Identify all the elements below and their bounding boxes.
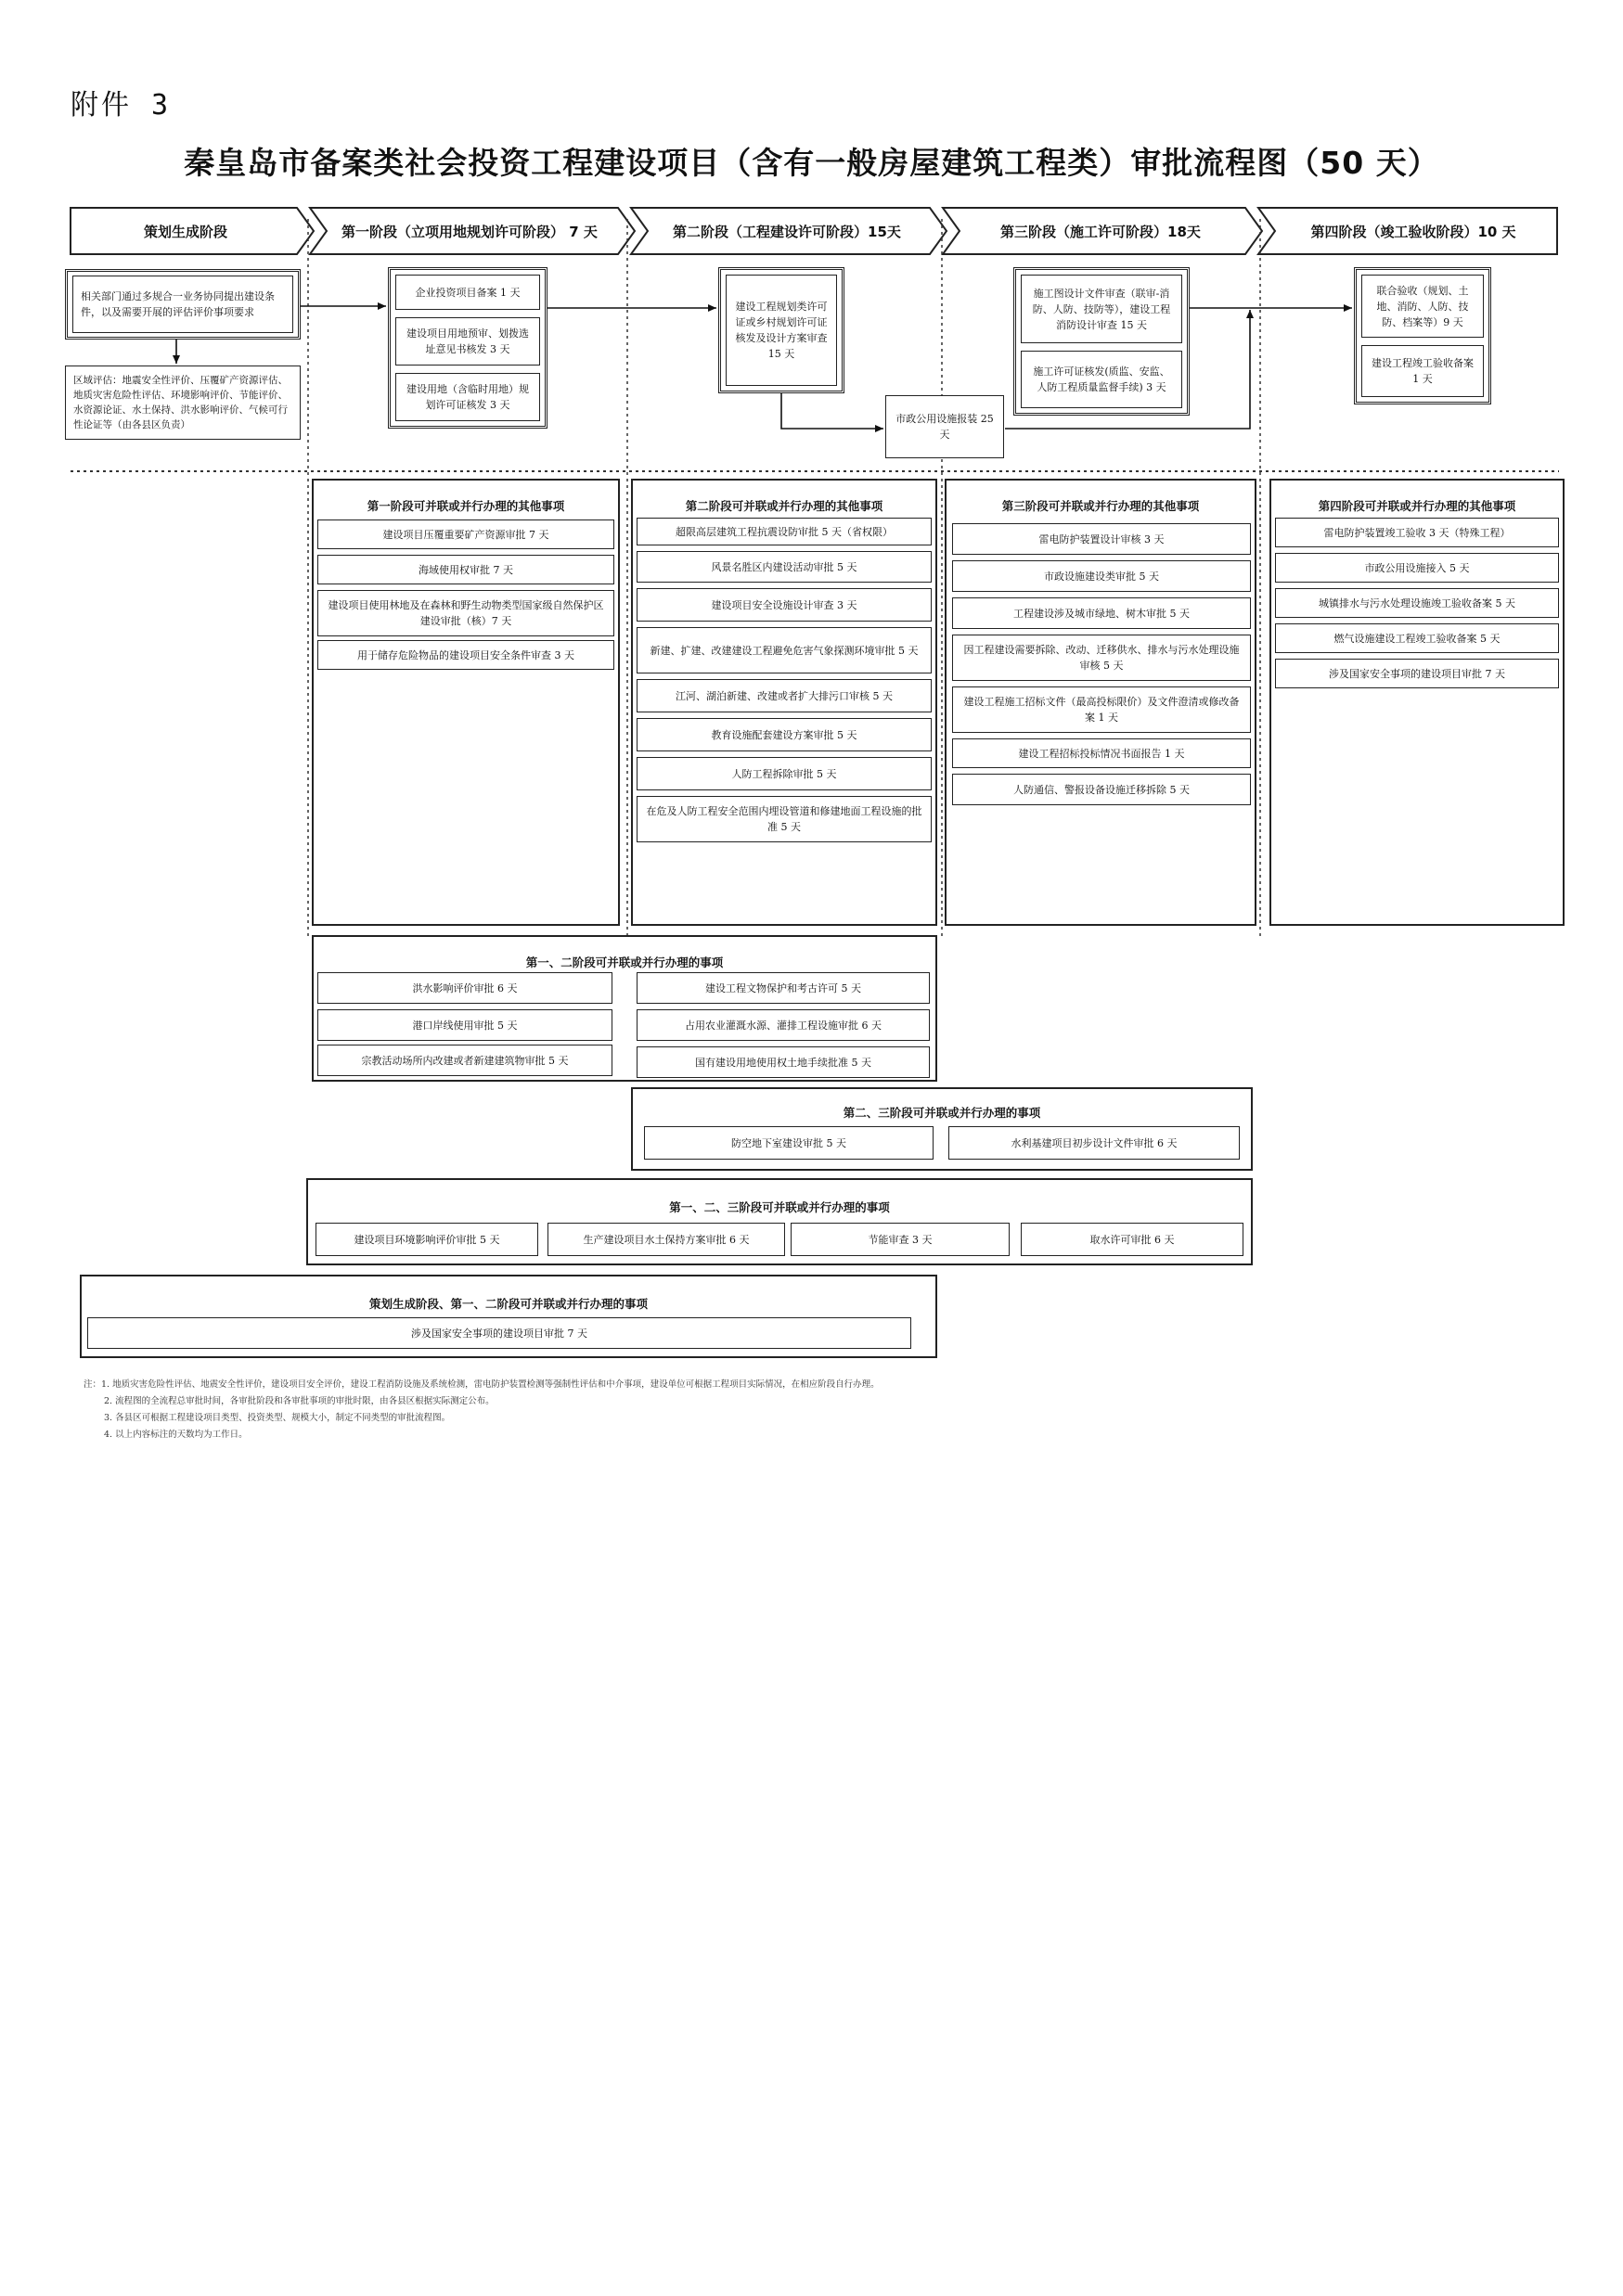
parallel-phase23-item: 防空地下室建设审批 5 天 [644,1126,934,1160]
parallel-phase3-item: 工程建设涉及城市绿地、树木审批 5 天 [952,597,1251,629]
parallel-phase3-item: 因工程建设需要拆除、改动、迁移供水、排水与污水处理设施审核 5 天 [952,635,1251,681]
parallel-phase2-item: 建设项目安全设施设计审查 3 天 [637,588,932,622]
page-title: 秦皇岛市备案类社会投资工程建设项目（含有一般房屋建筑工程类）审批流程图（50 天） [184,145,1439,181]
parallel-phase2-item: 人防工程拆除审批 5 天 [637,757,932,790]
parallel-phase2-title: 第二阶段可并联或并行办理的其他事项 [685,499,883,513]
regional-assessment-box: 区域评估：地震安全性评价、压覆矿产资源评估、地质灾害危险性评估、环境影响评价、节能评价、水资源论证、水土保持、洪水影响评价、气候可行性论证等（由各县区负责） [65,366,301,440]
parallel-phase4-title: 第四阶段可并联或并行办理的其他事项 [1318,499,1516,513]
footnote: 3. 各县区可根据工程建设项目类型、投资类型、规模大小，制定不同类型的审批流程图。 [104,1413,451,1423]
parallel-phase1-item: 建设项目压覆重要矿产资源审批 7 天 [317,519,614,549]
parallel-phase123-item: 取水许可审批 6 天 [1021,1223,1243,1256]
parallel-phase23-item: 水利基建项目初步设计文件审批 6 天 [948,1126,1240,1160]
phase1-item-2: 建设项目用地预审、划拨选址意见书核发 3 天 [395,317,540,366]
footnotes [84,1377,1475,1443]
parallel-phase2-item: 江河、湖泊新建、改建或者扩大排污口审核 5 天 [637,679,932,712]
parallel-phase12-item: 建设工程文物保护和考古许可 5 天 [637,972,930,1004]
footnote: 4. 以上内容标注的天数均为工作日。 [104,1430,248,1440]
parallel-phase12-item: 占用农业灌溉水源、灌排工程设施审批 6 天 [637,1009,930,1041]
phase4-item-2: 建设工程竣工验收备案 1 天 [1361,345,1484,397]
phase2-main-box: 建设工程规划类许可证或乡村规划许可证核发及设计方案审查 15 天 [726,275,837,386]
parallel-phase123-item: 生产建设项目水土保持方案审批 6 天 [547,1223,785,1256]
municipal-facilities-box: 市政公用设施报装 25 天 [885,395,1004,458]
parallel-phase12-item: 宗教活动场所内改建或者新建建筑物审批 5 天 [317,1045,612,1076]
stage-label-4: 第四阶段（竣工验收阶段）10 天 [1310,223,1516,240]
parallel-phase2-item: 新建、扩建、改建建设工程避免危害气象探测环境审批 5 天 [637,627,932,673]
phase3-item-1: 施工图设计文件审查（联审-消防、人防、技防等），建设工程消防设计审查 15 天 [1021,275,1182,343]
parallel-phase2-item: 超限高层建筑工程抗震设防审批 5 天（省权限） [637,518,932,545]
parallel-phase12-item: 洪水影响评价审批 6 天 [317,972,612,1004]
parallel-phase3-item: 雷电防护装置设计审核 3 天 [952,523,1251,555]
parallel-phase3-title: 第三阶段可并联或并行办理的其他事项 [1001,499,1200,513]
parallel-planning12-title: 策划生成阶段、第一、二阶段可并联或并行办理的事项 [368,1297,648,1311]
parallel-phase12-item: 国有建设用地使用权土地手续批准 5 天 [637,1046,930,1078]
stage-label-2: 第二阶段（工程建设许可阶段）15天 [673,223,901,240]
parallel-phase3-item: 市政设施建设类审批 5 天 [952,560,1251,592]
footnote: 注：1. 地质灾害危险性评估、地震安全性评价，建设项目安全评价，建设工程消防设施及系统检测，雷电防护装置检测等强制性评估和中介事项，建设单位可根据工程项目实际情况，在相应阶段自行办理。 [84,1379,880,1390]
parallel-planning12-item: 涉及国家安全事项的建设项目审批 7 天 [87,1317,911,1349]
parallel-phase23-title: 第二、三阶段可并联或并行办理的事项 [843,1106,1041,1120]
phase1-item-1: 企业投资项目备案 1 天 [395,275,540,310]
parallel-phase1-item: 建设项目使用林地及在森林和野生动物类型国家级自然保护区建设审批（核）7 天 [317,590,614,636]
parallel-phase12-title: 第一、二阶段可并联或并行办理的事项 [525,956,724,969]
stage-label-3: 第三阶段（施工许可阶段）18天 [1000,223,1201,240]
phase3-item-2: 施工许可证核发(质监、安监、人防工程质量监督手续) 3 天 [1021,351,1182,408]
parallel-phase1-item: 用于储存危险物品的建设项目安全条件审查 3 天 [317,640,614,670]
parallel-phase123-item: 节能审查 3 天 [791,1223,1010,1256]
parallel-phase123-title: 第一、二、三阶段可并联或并行办理的事项 [669,1200,890,1214]
attachment-label: 附件 3 [71,89,172,122]
parallel-phase1-item: 海域使用权审批 7 天 [317,555,614,584]
parallel-phase3-item: 建设工程招标投标情况书面报告 1 天 [952,738,1251,768]
parallel-phase1-title: 第一阶段可并联或并行办理的其他事项 [367,499,565,513]
parallel-phase2-item: 风景名胜区内建设活动审批 5 天 [637,551,932,583]
parallel-phase2-item: 教育设施配套建设方案审批 5 天 [637,718,932,751]
phase1-item-3: 建设用地（含临时用地）规划许可证核发 3 天 [395,373,540,421]
footnote: 2. 流程图的全流程总审批时间，各审批阶段和各审批事项的审批时限，由各县区根据实际测定公布。 [104,1396,495,1406]
parallel-phase4-item: 燃气设施建设工程竣工验收备案 5 天 [1275,623,1559,653]
phase4-item-1: 联合验收（规划、土地、消防、人防、技防、档案等）9 天 [1361,275,1484,338]
stage-label-planning: 策划生成阶段 [143,223,227,240]
parallel-phase123-item: 建设项目环境影响评价审批 5 天 [316,1223,538,1256]
parallel-phase4-item: 雷电防护装置竣工验收 3 天（特殊工程） [1275,518,1559,547]
stage-label-1: 第一阶段（立项用地规划许可阶段） 7 天 [341,223,598,240]
parallel-phase3-item: 建设工程施工招标文件（最高投标限价）及文件澄清或修改备案 1 天 [952,686,1251,733]
parallel-phase2-item: 在危及人防工程安全范围内埋设管道和修建地面工程设施的批准 5 天 [637,796,932,842]
parallel-phase4-item: 市政公用设施接入 5 天 [1275,553,1559,583]
parallel-phase4-item: 涉及国家安全事项的建设项目审批 7 天 [1275,659,1559,688]
parallel-phase3-item: 人防通信、警报设备设施迁移拆除 5 天 [952,774,1251,805]
parallel-phase12-item: 港口岸线使用审批 5 天 [317,1009,612,1041]
parallel-phase4-item: 城镇排水与污水处理设施竣工验收备案 5 天 [1275,588,1559,618]
planning-conditions-box: 相关部门通过多规合一业务协同提出建设条件，以及需要开展的评估评价事项要求 [72,276,293,333]
